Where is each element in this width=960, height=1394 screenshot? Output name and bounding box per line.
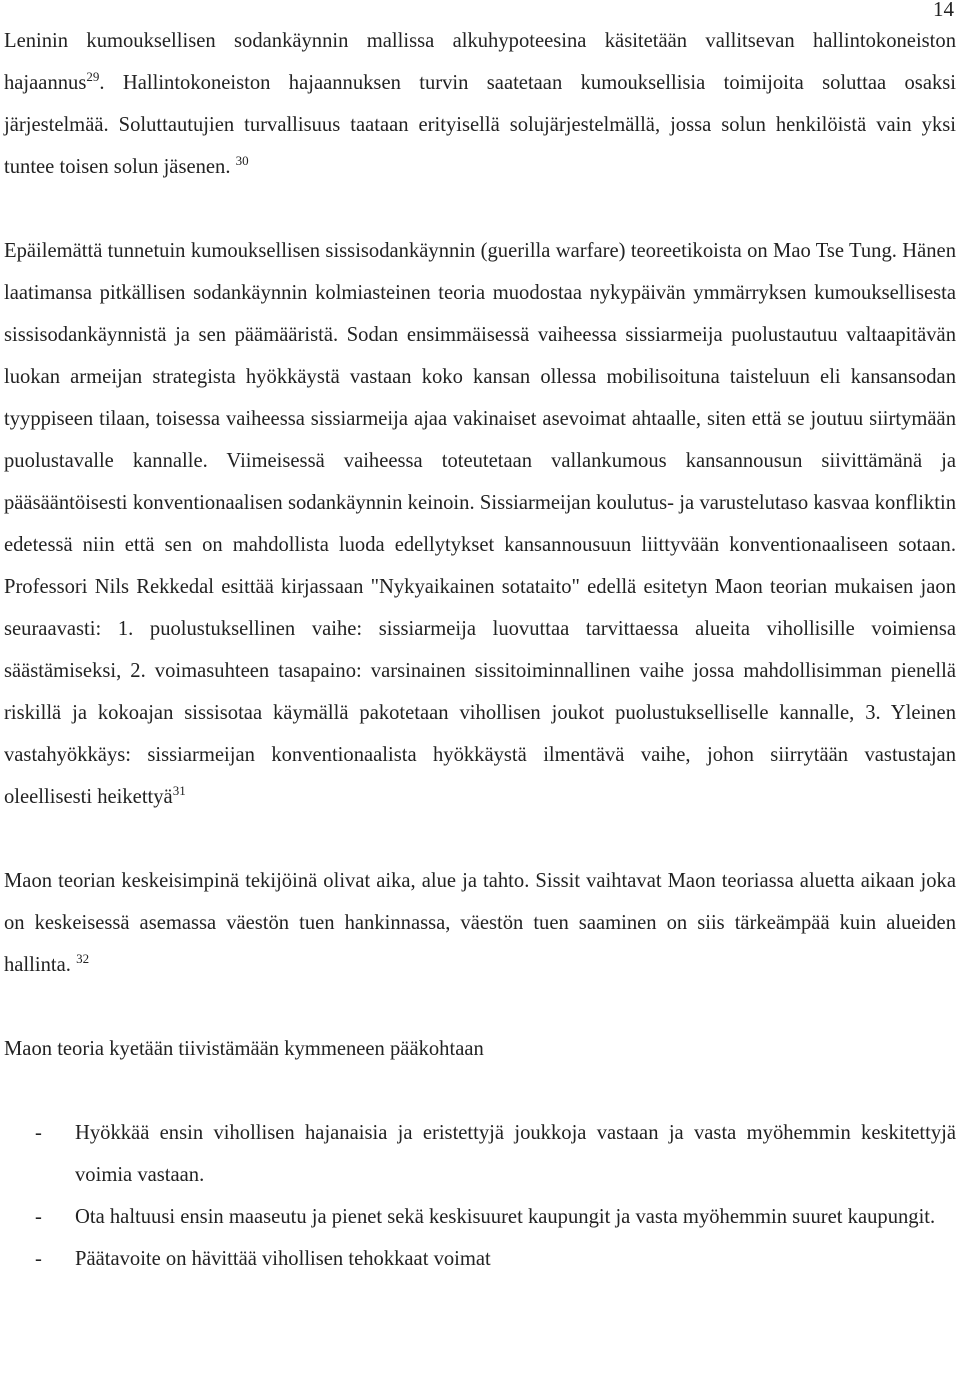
paragraph-mao-theory [4, 230, 956, 818]
document-body [4, 20, 956, 1280]
paragraph-mao-factors [4, 860, 956, 986]
list-item-text: Päätavoite on hävittää vihollisen tehokkaat voimat [75, 1248, 491, 1270]
principles-list [4, 1112, 956, 1280]
list-item-text: Ota haltuusi ensin maaseutu ja pienet sekä keskisuuret kaupungit ja vasta myöhemmin suuret kaupungit. [75, 1206, 936, 1228]
list-item-text: Hyökkää ensin vihollisen hajanaisia ja eristettyjä joukkoja vastaan ja vasta myöhemmin keskitettyjä voimia vastaan. [75, 1122, 956, 1186]
footnote-ref-31: 31 [172, 783, 186, 798]
footnote-ref-29: 29 [86, 69, 100, 84]
paragraph-text: Epäilemättä tunnetuin kumouksellisen sissisodankäynnin (guerilla warfare) teoreetikoista on Mao Tse Tung. Hänen laatimansa pitkällisen sodankäynnin kolmiasteinen teoria muodostaa nykypäivän ymmärryksen kumouksellisesta sissisodankäynnistä ja sen päämääristä. Sodan ensimmäisessä vaiheessa sissiarmeija puolustautuu valtaapitävän luokan armeijan strategista hyökkäystä vastaan koko kansan ollessa mobilisoituna taisteluun eli kansansodan tyyppiseen tilaan, toisessa vaiheessa sissiarmeija ajaa vakinaiset asevoimat ahtaalle, siten että se joutuu siirtymään puolustavalle kannalle. Viimeisessä vaiheessa toteutetaan vallankumous kansannousun siivittämänä ja pääsääntöisesti konventionaalisen sodankäynnin keinoin. Sissiarmeijan koulutus- ja varustelutaso kasvaa konfliktin edetessä niin että sen on mahdollista luoda edellytykset kansannousuun liittyvään konventionaaliseen sotaan. Professori Nils Rekkedal esittää kirjassaan "Nykyaikainen sotataito" edellä esitetyn Maon teorian mukaisen jaon seuraavasti: 1. puolustuksellinen vaihe: sissiarmeija luovuttaa tarvittaessa alueita vihollisille voimiensa säästämiseksi, 2. voimasuhteen tasapaino: varsinainen sissitoiminnallinen vaihe jossa mahdollisimman pienellä riskillä ja kokoajan sissisotaa käymällä pakotetaan vihollisen joukot puolustukselliselle kannalle, 3. Yleinen vastahyökkäys: sissiarmeijan konventionaalista hyökkäystä ilmentävä vaihe, johon siirrytään vastustajan oleellisesti heikettyä [4, 240, 956, 808]
page-number: 14 [933, 0, 954, 21]
footnote-ref-30: 30 [235, 153, 249, 168]
paragraph-text: Leninin kumouksellisen sodankäynnin mallissa alkuhypoteesina käsitetään vallitsevan hallintokoneiston hajaannus [4, 30, 956, 94]
dash-marker: - [35, 1248, 42, 1270]
list-item [4, 1112, 956, 1196]
footnote-ref-32: 32 [76, 951, 90, 966]
paragraph-text: Maon teorian keskeisimpinä tekijöinä olivat aika, alue ja tahto. Sissit vaihtavat Maon teoriassa aluetta aikaan joka on keskeisessä asemassa väestön tuen hankinnassa, väestön tuen saaminen on siis tärkeämpää kuin alueiden hallinta. [4, 870, 956, 976]
dash-marker: - [35, 1122, 42, 1144]
paragraph-lenin [4, 20, 956, 188]
list-item [4, 1196, 956, 1238]
paragraph-text: . Hallintokoneiston hajaannuksen turvin saatetaan kumouksellisia toimijoita soluttaa osaksi järjestelmää. Soluttautujien turvallisuus taataan erityisellä solujärjestelmällä, jossa solun henkilöistä vain yksi tuntee toisen solun jäsenen. [4, 72, 956, 178]
paragraph-list-intro: Maon teoria kyetään tiivistämään kymmeneen pääkohtaan [4, 1038, 484, 1060]
dash-marker: - [35, 1206, 42, 1228]
list-item [4, 1238, 956, 1280]
